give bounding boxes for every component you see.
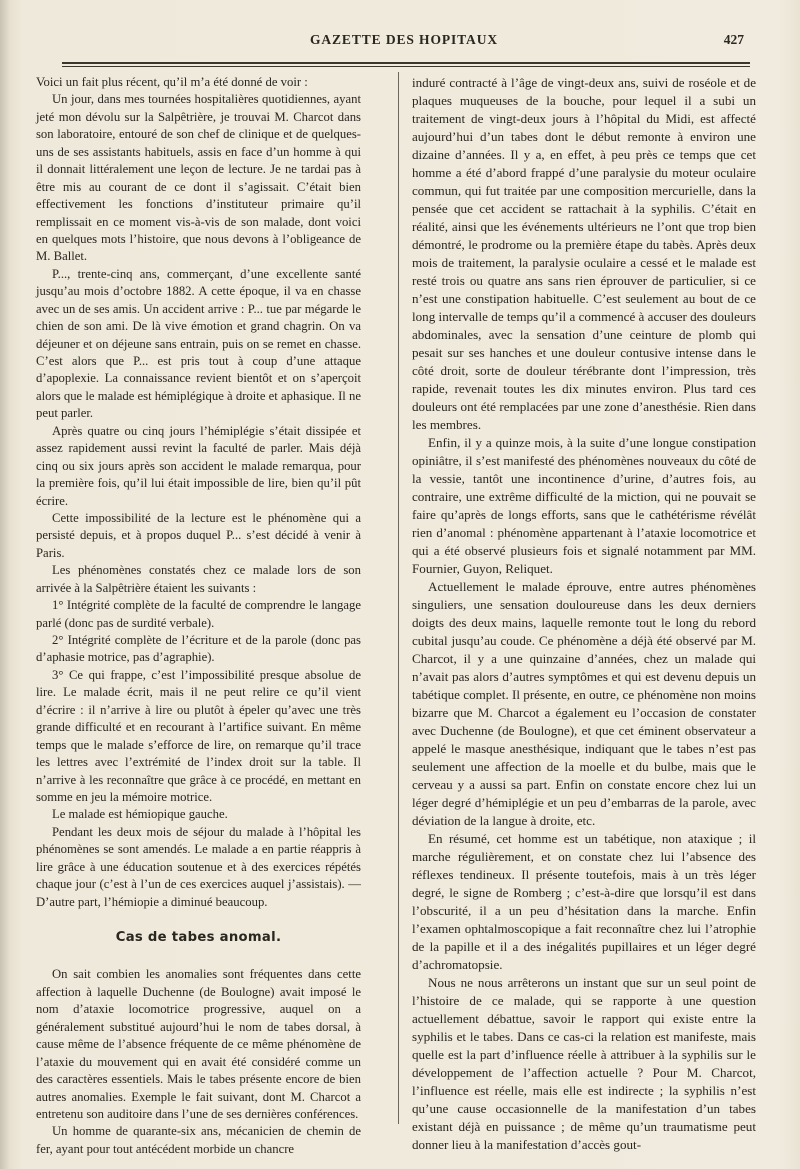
paragraph: P..., trente-cinq ans, commerçant, d’une excellente santé jusqu’au mois d’octobre 1882. A cette époque, il va en chasse avec un de ses amis. Un accident arrive : P... tue par mégarde le chien de son ami. De là vive émotion et grand chagrin. On va déjeuner et on déjeune sans entrain, puis on se remet en chasse. C’est alors que P... est pris tout à coup d’une attaque d’apoplexie. La connaissance revient bientôt et on s’aperçoit alors que le malade est hémiplégique à droite et aphasique. Il ne peut parler. [36, 266, 361, 421]
header-rule-thick [62, 62, 750, 64]
paragraph: Les phénomènes constatés chez ce malade lors de son arrivée à la Salpêtrière étaient les suivants : [36, 563, 361, 595]
section-heading: Cas de tabes anomal. [115, 930, 282, 945]
paragraph: 3° Ce qui frappe, c’est l’impossibilité presque absolue de lire. Le malade écrit, mais il ne peut relire ce qu’il vient d’écrire : il n’arrive à lire ou plutôt à épeler qu’avec une très grande difficulté et en recourant à l’artifice suivant. En même temps que le malade s’efforce de lire, on remarque qu’il trace les lettres avec l’extrémité de l’index droit sur la table. Il n’arrive à les reconnaître que grâce à ce procédé, en mettant en somme en jeu la mémoire motrice. [36, 667, 361, 804]
paragraph: 1° Intégrité complète de la faculté de comprendre le langage parlé (donc pas de surdité verbale). [36, 598, 361, 630]
paragraph: Enfin, il y a quinze mois, à la suite d’une longue constipation opiniâtre, il s’est manifesté des phénomènes nouveaux du côté de la vessie, tantôt une incontinence d’urine, d’autres fois, au contraire, une extrême difficulté de la miction, qui ne pouvait se faire qu’après de longs efforts, sans que le cathétérisme révélât rien d’anomal : phénomène appartenant à l’ataxie locomotrice et qui a été observé plusieurs fois et signalé notamment par MM. Fournier, Guyon, Reliquet. [412, 435, 756, 576]
paragraph: Un jour, dans mes tournées hospitalières quotidiennes, ayant jeté mon dévolu sur la Salpêtrière, je trouvai M. Charcot dans son laboratoire, entouré de son chef de clinique et de quelques-uns de ses assistants habituels, assis en face d’un homme à qui il donnait littéralement une leçon de lecture. Je ne tardai pas à être mis au courant de ce dont il s’agissait. C’était bien effectivement les fonctions d’instituteur primaire qu’il remplissait en ce moment vis-à-vis de son malade, dont voici en quelques mots l’histoire, que nous devons à l’obligeance de M. Ballet. [36, 92, 361, 264]
paragraph: Le malade est hémiopique gauche. [52, 807, 228, 822]
page-header [60, 28, 748, 52]
page-number: 427 [723, 32, 744, 47]
paragraph: induré contracté à l’âge de vingt-deux ans, suivi de roséole et de plaques muqueuses de la bouche, pour lequel il a subi un traitement de vingt-deux jours à l’hôpital du Midi, est affecté aujourd’hui d’un tabes dont le début remonte à environ une dizaine d’années. Il y a, en effet, à peu près ce temps que cet homme a été d’abord frappé d’une paralysie du moteur oculaire commun, qui fut traitée par une composition mercurielle, dans la pensée que cet accident se rattachait à la syphilis. C’était en réalité, ainsi que les événements ultérieurs ne l’ont que trop bien démontré, le prodrome ou la première étape du tabès. Après deux mois de traitement, la paralysie oculaire a cessé et le malade est resté trois ou quatre ans sans rien éprouver de particulier, si ce n’est une constipation habituelle. C’est seulement au bout de ce long intervalle de temps qu’il a commencé à accuser des douleurs abdominales, avec la sensation d’une ceinture de plomb qui pesait sur ses hanches et une douleur contusive intense dans le côté droit, sorte de douleur térébrante dont l’impression, très rapide, revenait toutes les dix minutes environ. Plus tard ces douleurs ont été remplacées par une zone d’anesthésie. Rien dans les membres. [412, 75, 756, 432]
paragraph: On sait combien les anomalies sont fréquentes dans cette affection à laquelle Duchenne (de Boulogne) avait imposé le nom d’ataxie locomotrice progressive, auquel on a généralement substitué aujourd’hui le nom de tabes dorsal, à cause même de l’absence fréquente de ce même phénomène de l’ataxie du mouvement qui en avait été considéré comme un des caractères essentiels. Mais le tabes présente encore de bien autres anomalies. Exemple le fait suivant, dont M. Charcot a entretenu son auditoire dans l’une de ses dernières conférences. [36, 967, 361, 1121]
paragraph: Voici un fait plus récent, qu’il m’a été donné de voir : [36, 75, 308, 89]
journal-title: GAZETTE DES HOPITAUX [309, 32, 499, 47]
left-column [36, 74, 361, 1158]
paragraph: Après quatre ou cinq jours l’hémiplégie s’était dissipée et assez rapidement aussi revint la faculté de parler. Mais déjà cinq ou six jours après son accident le malade remarqua, pour la première fois, qu’il lui était impossible de lire, bien qu’il pût écrire. [36, 423, 361, 508]
paragraph: En résumé, cet homme est un tabétique, non ataxique ; il marche régulièrement, et on constate chez lui l’absence des réflexes tendineux. Il présente toutefois, mais à un très léger degré, le signe de Romberg ; c’est-à-dire que lorsqu’il est dans l’obscurité, il a un peu d’hésitation dans la marche. Enfin l’examen ophtalmoscopique a fait reconnaître chez lui l’atrophie de la papille et il a des inégalités pupillaires et un léger degré d’achromatopsie. [412, 831, 756, 972]
paragraph: Nous ne nous arrêterons un instant que sur un seul point de l’histoire de ce malade, qui se rapporte à une question actuellement débattue, savoir le rapport qui existe entre la syphilis et le tabes. Dans ce cas-ci la relation est manifeste, mais quelle est la part d’influence réelle à attribuer à la syphilis sur le développement de l’affection actuelle ? Pour M. Charcot, l’influence est réelle, mais elle est indirecte ; la syphilis n’est qu’une cause occasionnelle de la manifestation d’un tabes existant déjà en puissance ; de même qu’un traumatisme peut donner lieu à la manifestation d’accès gout- [412, 975, 756, 1152]
paragraph: Actuellement le malade éprouve, entre autres phénomènes singuliers, une sensation douloureuse dans les deux derniers doigts des deux mains, laquelle remonte tout le long du rebord cubital jusqu’au coude. Ce phénomène a déjà été observé par M. Charcot, il y a une quinzaine d’années, chez un malade qui n’avait pas alors d’autres symptômes et qui est devenu depuis un tabétique complet. Il présente, en outre, ce phénomène non moins bizarre que M. Charcot a également eu l’occasion de constater avec Duchenne (de Boulogne), et que cet éminent observateur a appelé le masque anesthésique, indiquant que le tabes n’est pas seulement une affection de la moelle et du bulbe, mais que le cerveau y a aussi sa part. Enfin on constate encore chez lui un léger degré d’hémiplégie et un peu d’embarras de la parole, avec déviation de la langue à droite, etc. [412, 579, 756, 828]
paragraph: Cette impossibilité de la lecture est le phénomène qui a persisté depuis, et à propos duquel P... s’est décidé à venir à Paris. [36, 510, 361, 560]
paragraph: Un homme de quarante-six ans, mécanicien de chemin de fer, ayant pour tout antécédent morbide un chancre [36, 1124, 361, 1156]
column-separator [398, 72, 399, 1124]
header-rule-thin [62, 66, 750, 67]
right-column [412, 74, 756, 1154]
paragraph: 2° Intégrité complète de l’écriture et de la parole (donc pas d’aphasie motrice, pas d’agraphie). [36, 633, 361, 665]
paragraph: Pendant les deux mois de séjour du malade à l’hôpital les phénomènes se sont amendés. Le malade a en partie réappris à lire grâce à une éducation soutenue et à des exercices répétés chaque jour (c’est à l’un de ces exercices auquel j’assistais). — D’autre part, l’hémiopie a diminué beaucoup. [36, 824, 361, 909]
